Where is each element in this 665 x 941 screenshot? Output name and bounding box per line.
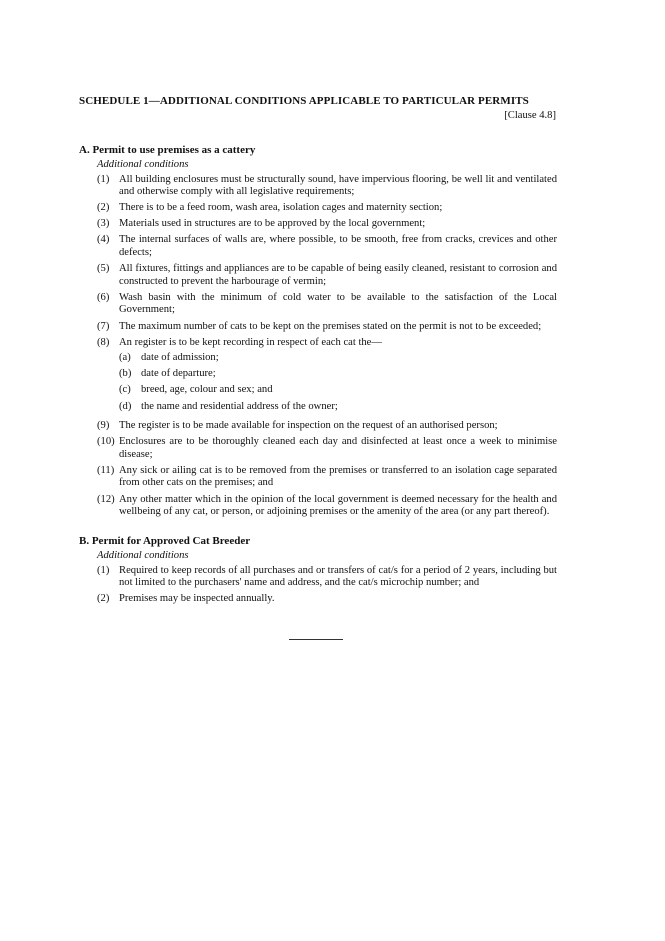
item-text: Enclosures are to be thoroughly cleaned each day and disinfected at least once a week to minimise disease;	[119, 436, 557, 460]
sub-list-item	[119, 368, 557, 381]
list-item	[97, 174, 557, 199]
clause-reference: [Clause 4.8]	[504, 110, 556, 121]
list-item	[97, 234, 557, 259]
list-item	[97, 565, 557, 590]
list-item	[97, 465, 557, 490]
item-number: (8)	[97, 336, 110, 348]
item-number: (1)	[97, 173, 110, 185]
sub-item-text: date of admission;	[141, 352, 219, 364]
item-body	[119, 337, 557, 417]
sub-list	[119, 352, 557, 413]
item-number: (9)	[97, 420, 110, 432]
item-text: The internal surfaces of walls are, where possible, to be smooth, free from cracks, crevices and other defects;	[119, 234, 557, 259]
item-text: Required to keep records of all purchases and or transfers of cat/s for a period of 2 years, including but not limited to the purchasers' name and address, and the cat/s microchip number; and	[119, 564, 557, 589]
section-a-list	[79, 174, 557, 519]
item-text: The register is to be made available for inspection on the request of an authorised person;	[119, 420, 498, 432]
list-item	[97, 593, 557, 606]
section-b-title: B. Permit for Approved Cat Breeder	[79, 535, 251, 547]
item-text: Any other matter which in the opinion of the local government is deemed necessary for the health and wellbeing of any cat, or person, or adjoining premises or the amenity of the area (or any part thereof).	[119, 493, 557, 518]
item-number: (7)	[97, 320, 110, 332]
sub-list-item	[119, 384, 557, 397]
section-b	[79, 535, 557, 609]
item-number: (6)	[97, 291, 110, 303]
section-a-subhead: Additional conditions	[97, 159, 189, 170]
list-item	[97, 321, 557, 334]
item-text: Any sick or ailing cat is to be removed from the premises or transferred to an isolation cage separated from other cats on the premises; and	[119, 464, 557, 489]
item-number: (10)	[97, 436, 115, 448]
section-b-list	[79, 565, 557, 606]
section-a	[79, 144, 557, 522]
sub-item-number: (d)	[119, 400, 132, 412]
sub-item-text: breed, age, colour and sex; and	[141, 384, 273, 396]
item-number: (12)	[97, 493, 115, 505]
list-item	[97, 494, 557, 519]
list-item	[97, 202, 557, 215]
sub-list-item	[119, 352, 557, 365]
list-item	[97, 337, 557, 417]
item-text: Premises may be inspected annually.	[119, 593, 275, 605]
item-number: (2)	[97, 593, 110, 605]
item-text: All fixtures, fittings and appliances are to be capable of being easily cleaned, resistant to corrosion and constructed to prevent the harbourage of vermin;	[119, 263, 557, 287]
end-rule	[289, 639, 343, 640]
item-text: There is to be a feed room, wash area, isolation cages and maternity section;	[119, 202, 443, 214]
list-item	[97, 263, 557, 288]
item-text: Materials used in structures are to be approved by the local government;	[119, 218, 426, 230]
sub-item-number: (c)	[119, 384, 131, 396]
sub-item-number: (a)	[119, 352, 131, 364]
item-number: (1)	[97, 564, 110, 576]
sub-item-text: date of departure;	[141, 368, 216, 380]
item-number: (3)	[97, 218, 110, 230]
item-text: An register is to be kept recording in respect of each cat the—	[119, 336, 382, 348]
schedule-title: SCHEDULE 1—ADDITIONAL CONDITIONS APPLICABLE TO PARTICULAR PERMITS	[79, 95, 529, 107]
item-number: (4)	[97, 234, 110, 246]
item-number: (11)	[97, 464, 115, 476]
sub-list-item	[119, 401, 557, 414]
item-number: (5)	[97, 263, 110, 275]
sub-item-text: the name and residential address of the owner;	[141, 400, 338, 412]
item-number: (2)	[97, 202, 110, 214]
item-text: The maximum number of cats to be kept on the premises stated on the permit is not to be exceeded;	[119, 320, 542, 332]
list-item	[97, 436, 557, 461]
list-item	[97, 218, 557, 231]
list-item	[97, 292, 557, 317]
list-item	[97, 420, 557, 433]
item-text: Wash basin with the minimum of cold water to be available to the satisfaction of the Local Government;	[119, 291, 557, 316]
sub-item-number: (b)	[119, 368, 132, 380]
section-b-subhead: Additional conditions	[97, 550, 189, 561]
section-a-title: A. Permit to use premises as a cattery	[79, 144, 256, 156]
item-text: All building enclosures must be structurally sound, have impervious flooring, be well lit and ventilated and otherwise comply with all legislative requirements;	[119, 173, 557, 198]
